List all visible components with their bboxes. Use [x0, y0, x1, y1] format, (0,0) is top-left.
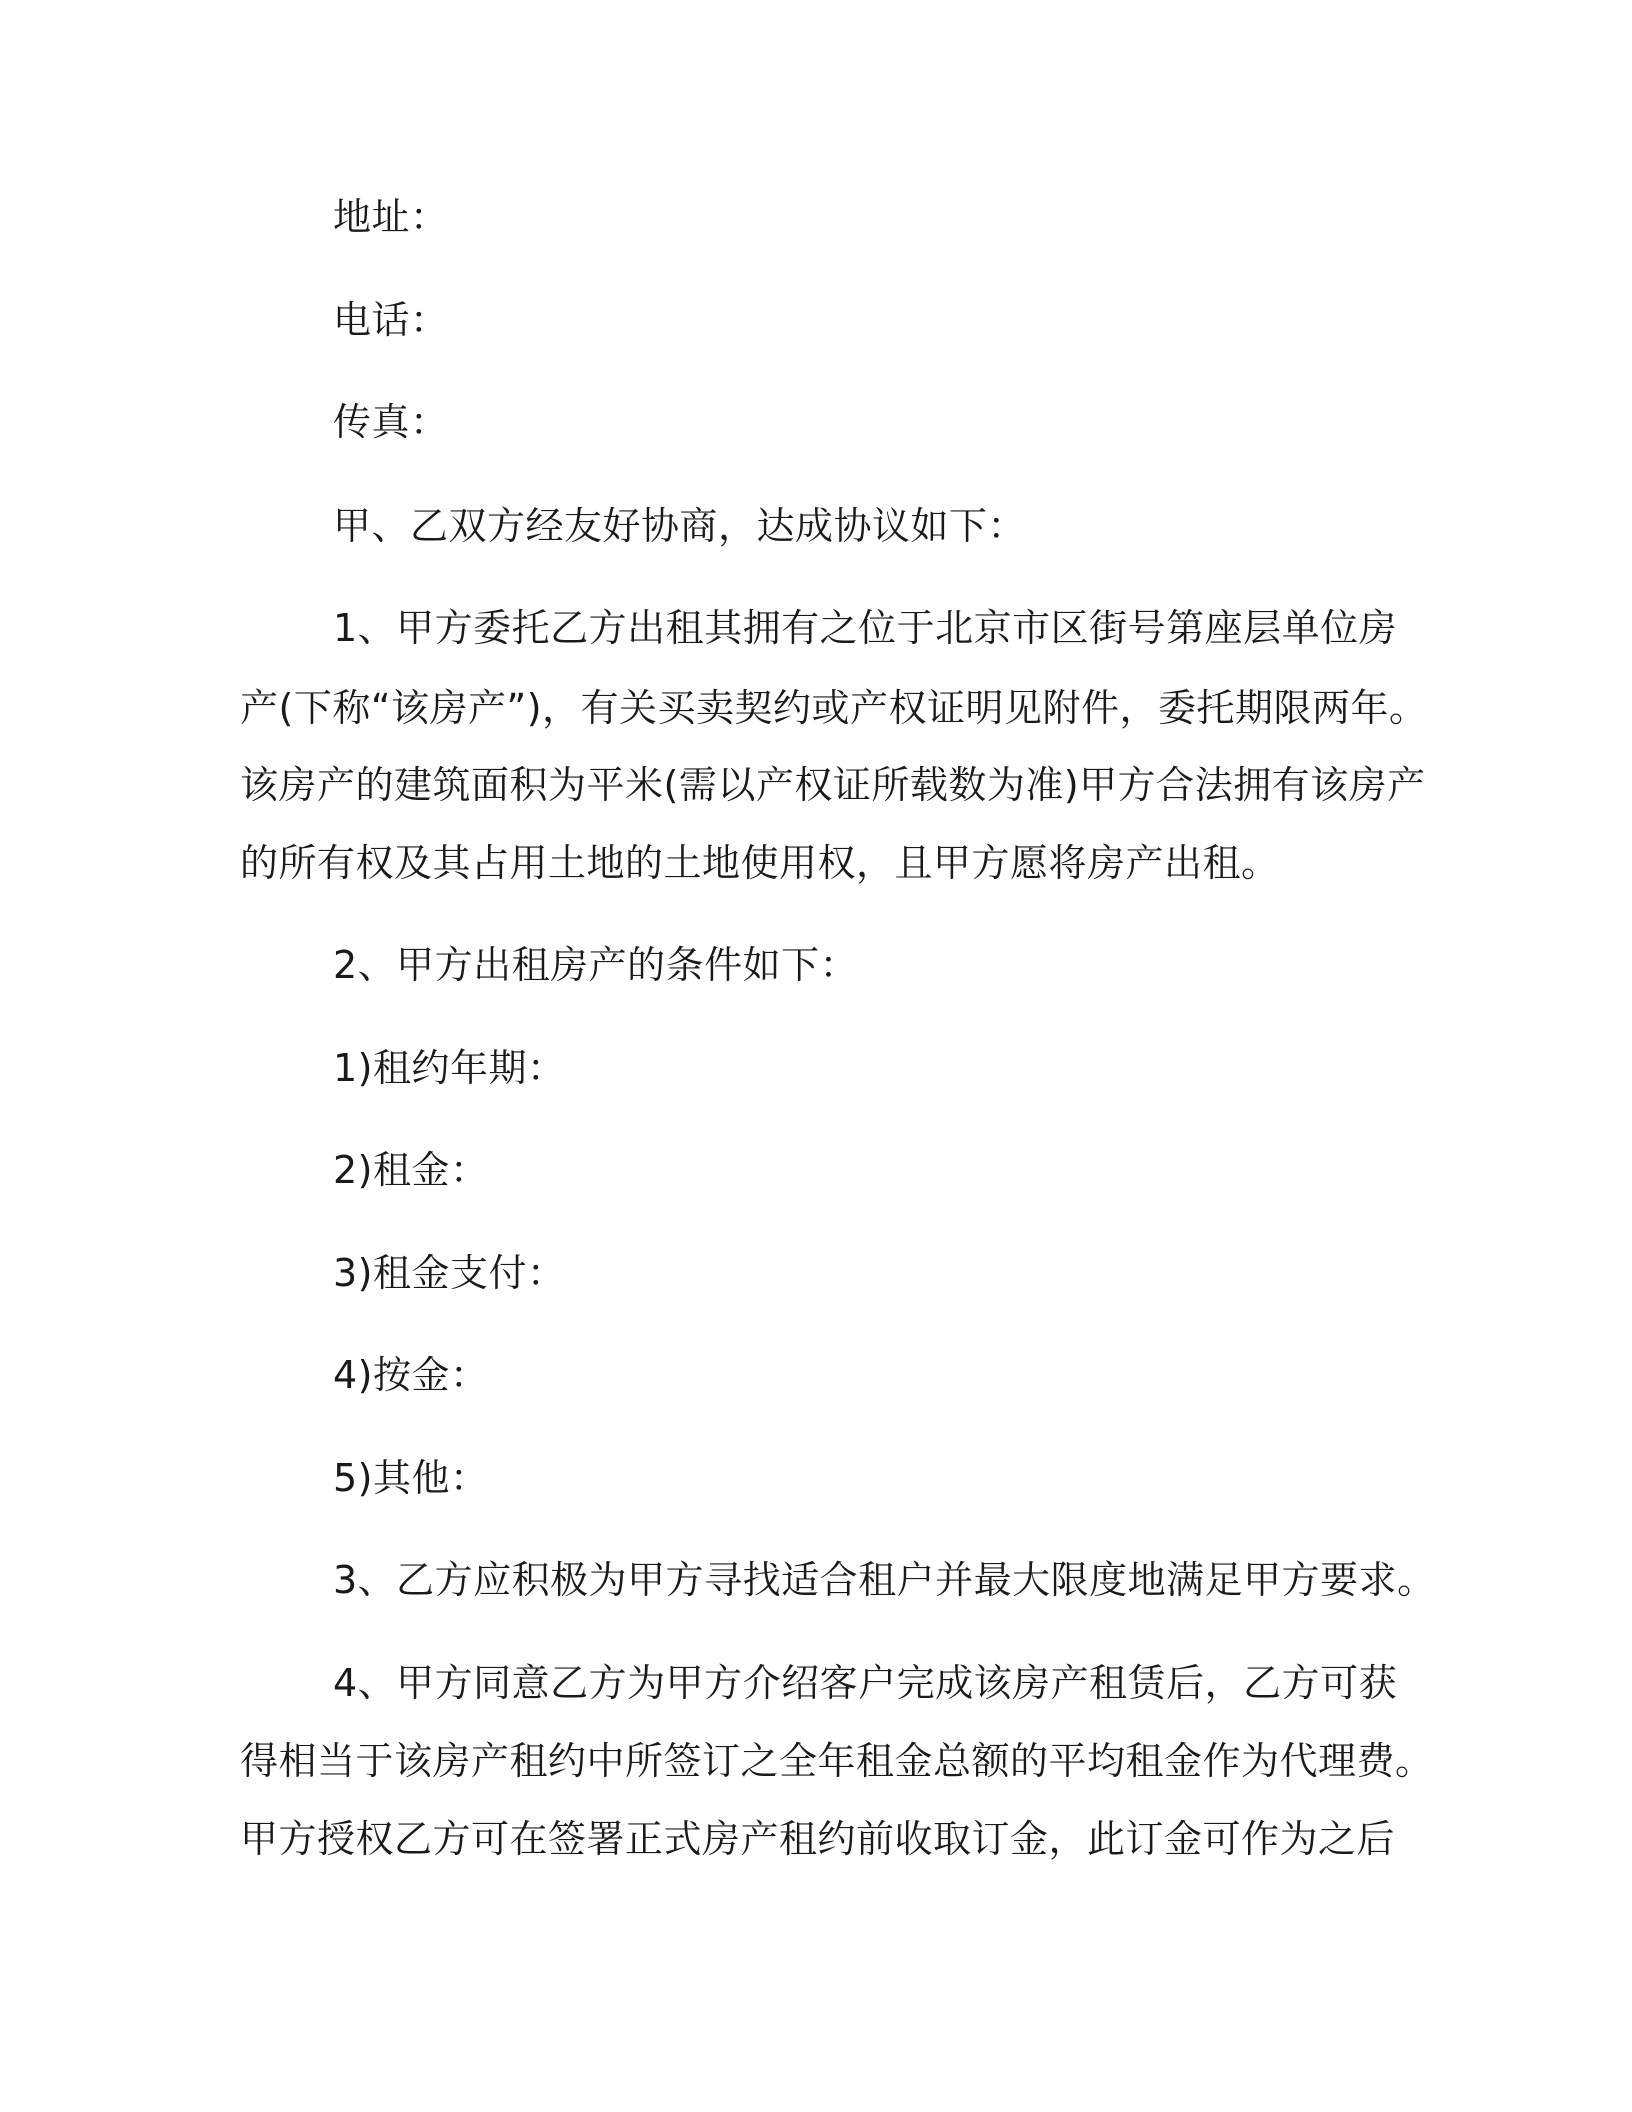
clause-4-line-1: 4、甲方同意乙方为甲方介绍客户完成该房产租赁后，乙方可获	[333, 1661, 1398, 1705]
clause-4-line-2: 得相当于该房产租约中所签订之全年租金总额的平均租金作为代理费。	[240, 1739, 1434, 1783]
condition-item-3: 3)租金支付：	[333, 1251, 566, 1295]
clause-4-line-3: 甲方授权乙方可在签署正式房产租约前收取订金，此订金可作为之后	[240, 1817, 1396, 1861]
condition-item-1: 1)租约年期：	[333, 1046, 566, 1090]
clause-1-line-3: 该房产的建筑面积为平米(需以产权证所载数为准)甲方合法拥有该房产	[240, 763, 1426, 807]
clause-1-line-1: 1、甲方委托乙方出租其拥有之位于北京市区街号第座层单位房	[333, 606, 1398, 650]
clause-2-heading: 2、甲方出租房产的条件如下：	[333, 943, 859, 987]
clause-1-line-2: 产(下称“该房产”)，有关买卖契约或产权证明见附件，委托期限两年。	[240, 686, 1428, 730]
clause-3-paragraph: 3、乙方应积极为甲方寻找适合租户并最大限度地满足甲方要求。	[333, 1558, 1436, 1602]
clause-1-line-4: 的所有权及其占用土地的土地使用权，且甲方愿将房产出租。	[240, 841, 1280, 885]
intro-paragraph: 甲、乙双方经友好协商，达成协议如下：	[333, 504, 1027, 548]
fax-field: 传真：	[333, 400, 449, 444]
condition-item-4: 4)按金：	[333, 1353, 489, 1397]
phone-field: 电话：	[333, 298, 449, 342]
address-field: 地址：	[333, 195, 449, 239]
condition-item-2: 2)租金：	[333, 1148, 489, 1192]
condition-item-5: 5)其他：	[333, 1456, 489, 1500]
